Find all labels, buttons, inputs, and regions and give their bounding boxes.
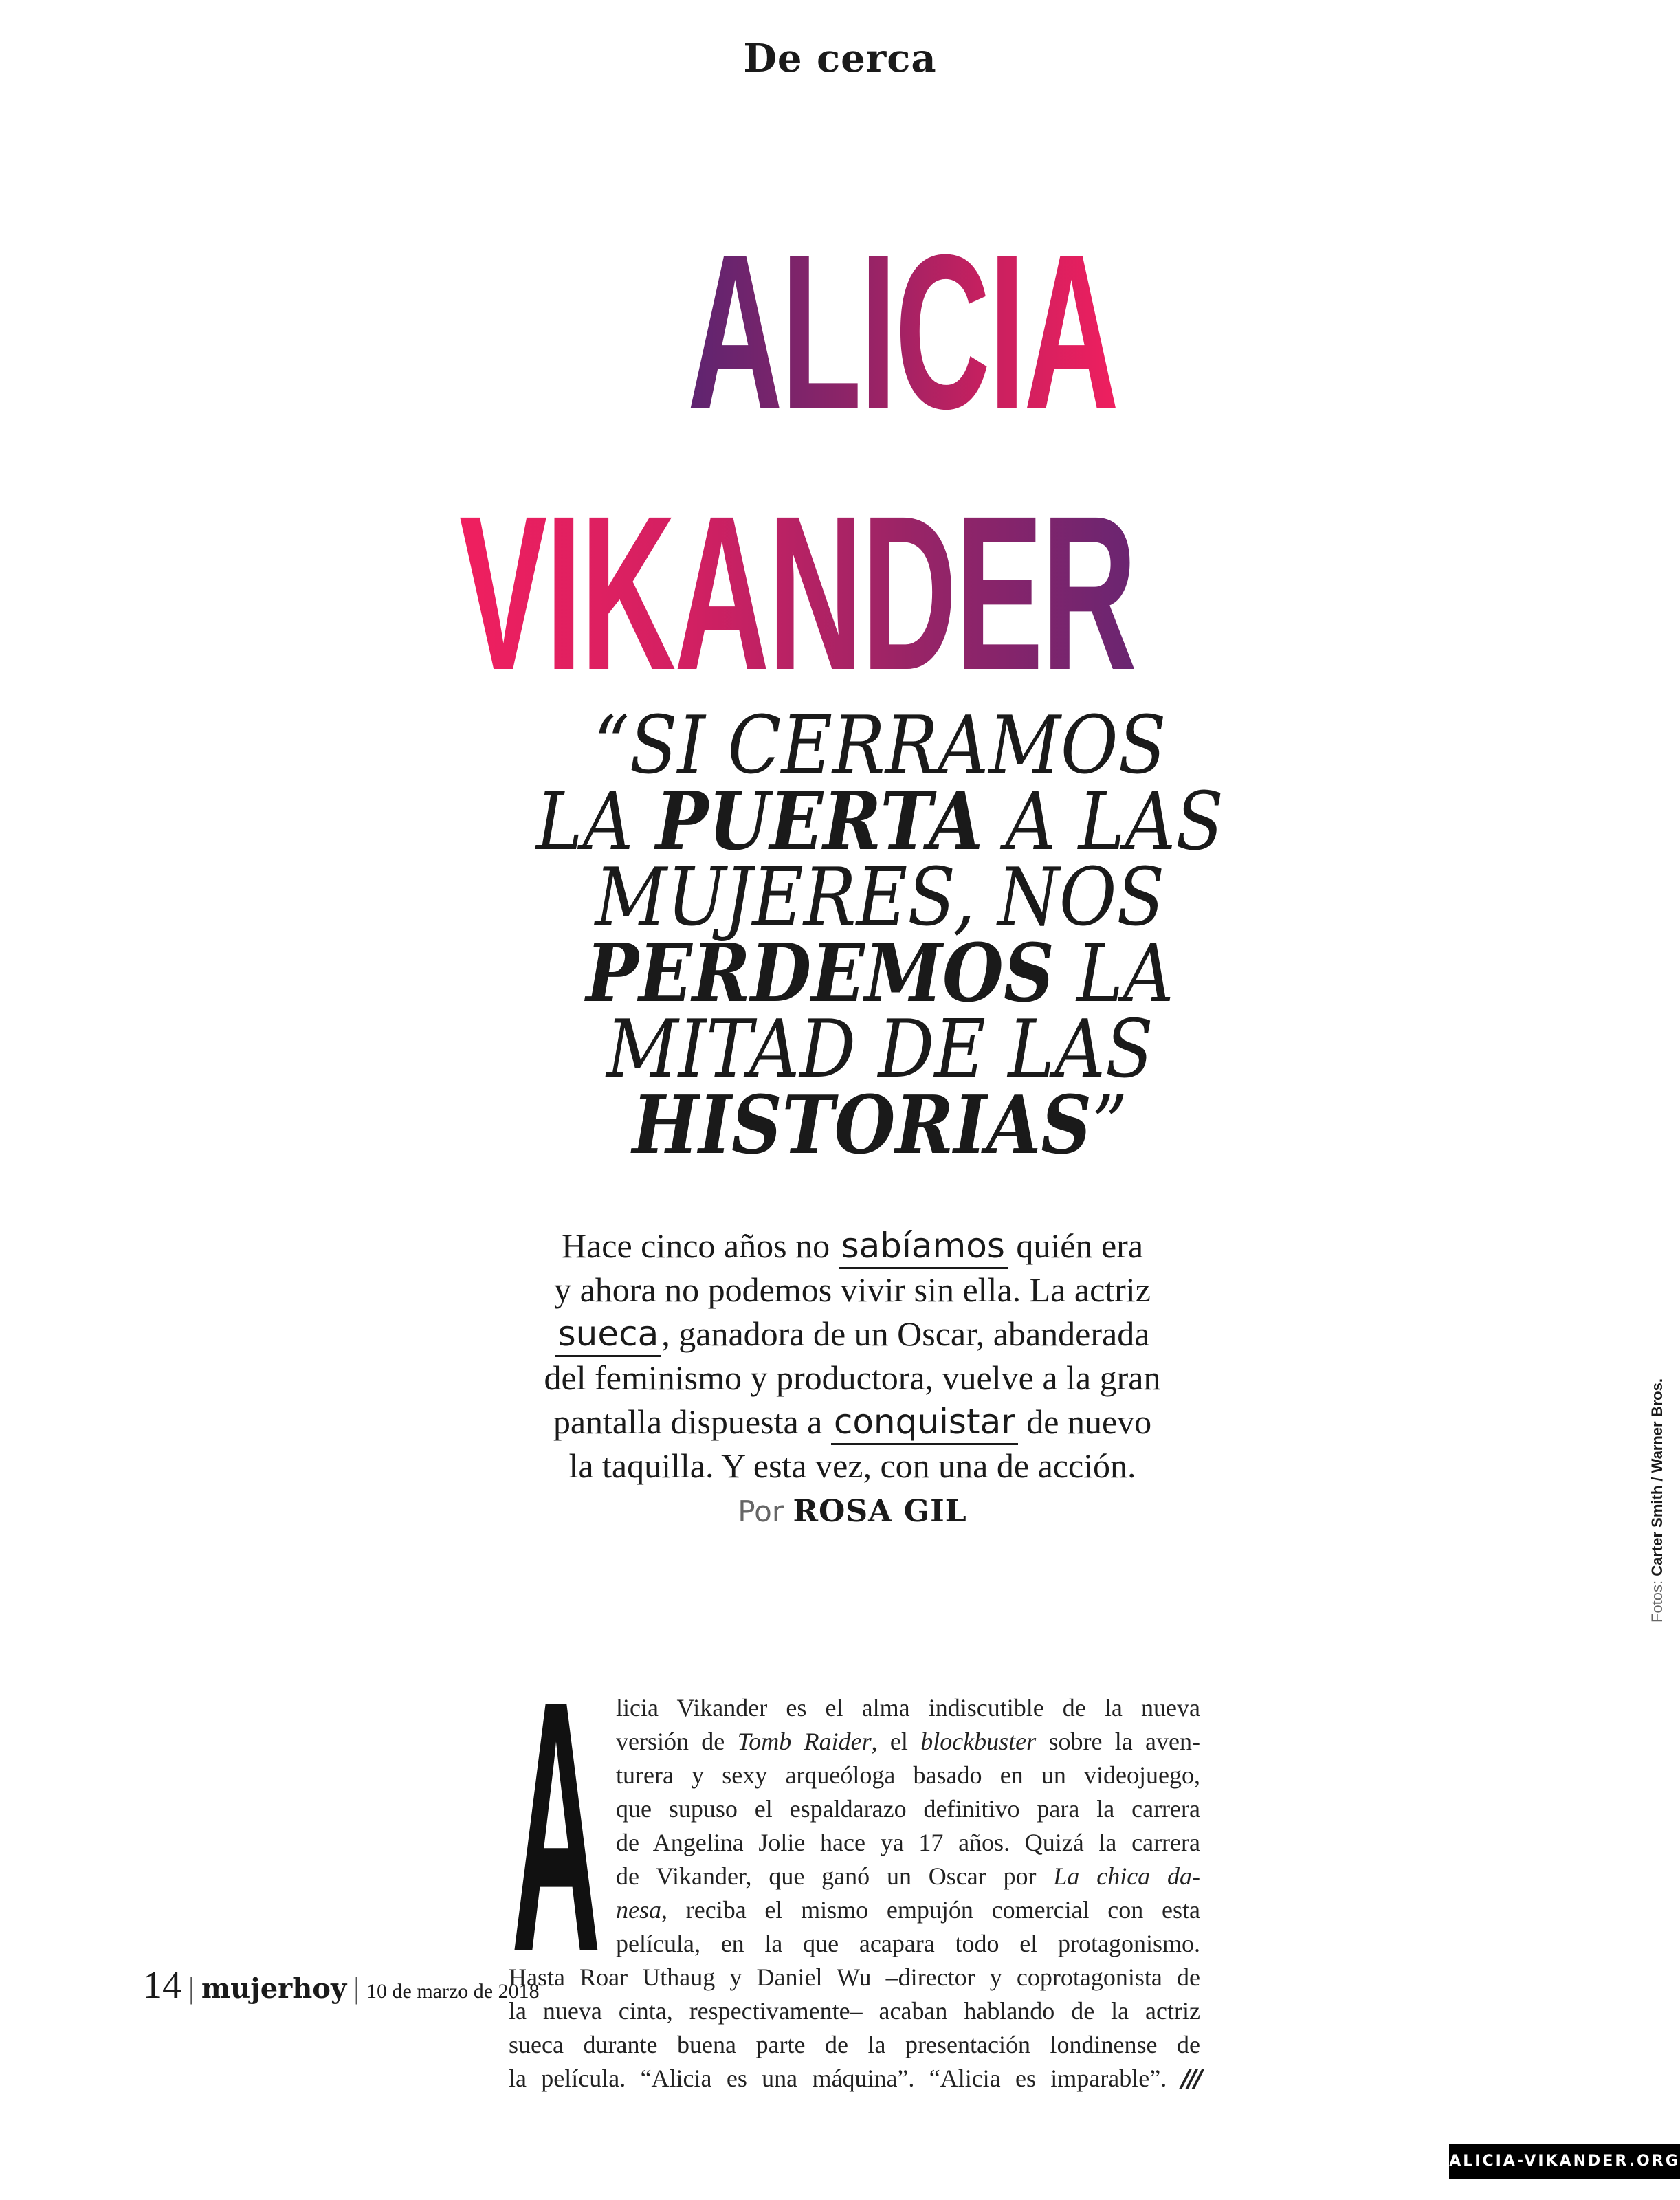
body-line (509, 2062, 1200, 2096)
drop-cap-letter: A (511, 1690, 601, 1951)
title-last-name: VIKANDER (459, 470, 1136, 716)
quote-text: LA (535, 776, 656, 868)
watermark: ALICIA-VIKANDER.ORG (1449, 2144, 1680, 2179)
quote-line (469, 851, 1292, 944)
body-italic: La chica da- (1053, 1862, 1200, 1890)
lead-text: , ganadora de un Oscar, abanderada (661, 1314, 1150, 1353)
quote-highlight: PERDEMOS (586, 927, 1054, 1020)
body-line: turera y sexy arqueóloga basado en un videojuego, (616, 1761, 1200, 1789)
page-footer (143, 1964, 540, 2008)
byline-prefix: Por (738, 1495, 793, 1528)
body-italic: nesa (616, 1896, 661, 1924)
footer-separator: | (353, 1971, 360, 2005)
quote-line (469, 775, 1292, 868)
body-italic: blockbuster (920, 1728, 1037, 1755)
quote-text: MITAD DE LAS (606, 1003, 1153, 1096)
body-line: Hasta Roar Uthaug y Daniel Wu –director y coprotagonista de (509, 1964, 1200, 1991)
body-line (509, 1725, 1200, 1759)
lead-text: Hace cinco años no (561, 1226, 839, 1265)
title-first-name: ALICIA (687, 208, 1118, 454)
page-number: 14 (143, 1964, 181, 2007)
lead-keyword: conquistar (831, 1402, 1018, 1445)
quote-text: A LAS (983, 776, 1224, 868)
lead-line (426, 1400, 1279, 1444)
quote-highlight: PUERTA (655, 775, 984, 868)
author-name: ROSA GIL (793, 1494, 967, 1529)
lead-line (426, 1224, 1279, 1268)
lead-line: del feminismo y productora, vuelve a la gran (544, 1358, 1161, 1397)
lead-line (426, 1312, 1279, 1356)
lead-text: pantalla dispuesta a (553, 1402, 831, 1441)
body-text: la película. “Alicia es una máquina”. “Alicia es imparable”. (509, 2065, 1167, 2092)
body-text: , el (871, 1728, 921, 1755)
body-line (509, 1893, 1200, 1927)
lead-text: de nuevo (1017, 1402, 1152, 1441)
body-line: sueca durante buena parte de la presentación londinense de (509, 2031, 1200, 2058)
lead-line: y ahora no podemos vivir sin ella. La actriz (554, 1270, 1151, 1309)
lead-keyword: sueca (555, 1314, 662, 1357)
quote-text: ” (1092, 1079, 1128, 1172)
quote-line (469, 699, 1292, 792)
body-line (509, 1860, 1200, 1893)
magazine-name: mujerhoy (201, 1972, 347, 2005)
lead-keyword: sabíamos (839, 1226, 1008, 1269)
pull-quote (469, 699, 1292, 1172)
body-line: película, en la que acapara todo el protagonismo. (616, 1930, 1200, 1957)
quote-line (469, 1003, 1292, 1096)
byline (426, 1488, 1279, 1534)
section-title: De cerca (743, 36, 937, 81)
body-italic: Tomb Raider (737, 1728, 872, 1755)
quote-text: “SI CERRAMOS (593, 699, 1167, 792)
quote-line (469, 1079, 1292, 1172)
body-text: sobre la aven- (1036, 1728, 1200, 1755)
footer-separator: | (188, 1971, 195, 2005)
quote-highlight: HISTORIAS (632, 1079, 1092, 1172)
quote-text: LA (1054, 927, 1174, 1020)
photo-credit-label: Fotos: (1648, 1576, 1666, 1622)
body-text: de Vikander, que ganó un Oscar por (616, 1862, 1054, 1890)
body-line: que supuso el espaldarazo definitivo para la carrera (616, 1795, 1200, 1823)
body-line: de Angelina Jolie hace ya 17 años. Quizá la carrera (616, 1829, 1200, 1856)
photo-credit-names: Carter Smith / Warner Bros. (1648, 1378, 1666, 1576)
body-line: la nueva cinta, respectivamente– acaban hablando de la actriz (509, 1997, 1200, 2025)
lead-text: quién era (1007, 1226, 1144, 1265)
article-body (509, 1691, 1200, 2096)
body-line: licia Vikander es el alma indiscutible de la nueva (616, 1694, 1200, 1722)
quote-text: MUJERES, NOS (595, 851, 1165, 944)
quote-line (469, 927, 1292, 1020)
body-text: versión de (616, 1728, 738, 1755)
lead-line: la taquilla. Y esta vez, con una de acción. (568, 1446, 1136, 1485)
body-text: , reciba el mismo empujón comercial con esta (661, 1896, 1200, 1924)
issue-date: 10 de marzo de 2018 (366, 1980, 540, 2003)
lead-paragraph (426, 1224, 1279, 1534)
end-mark-icon: /// (1181, 2065, 1200, 2093)
photo-credit (1648, 1378, 1666, 1622)
